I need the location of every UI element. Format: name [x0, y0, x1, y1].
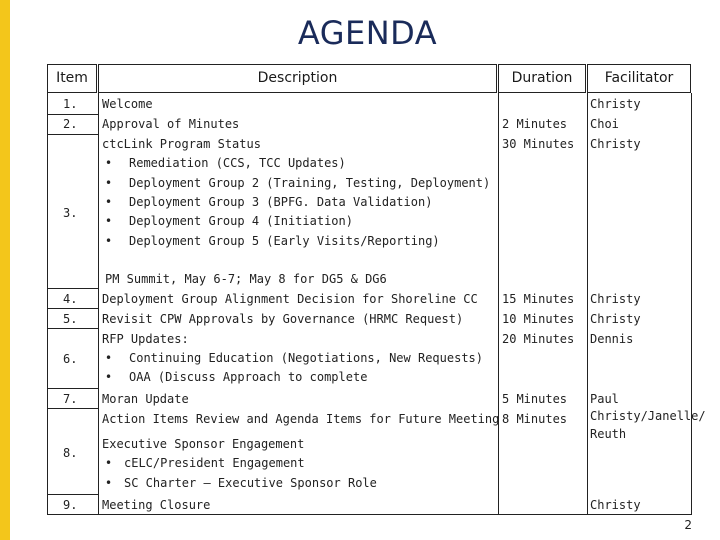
bullet-icon: •: [105, 234, 113, 248]
row-facilitator-9: Christy: [590, 498, 641, 512]
row-description-2: Approval of Minutes: [102, 117, 240, 131]
bullet-icon: •: [105, 476, 113, 490]
row-duration-2: 2 Minutes: [502, 117, 568, 131]
row-facilitator-4: Christy: [590, 292, 641, 306]
table-bottom-line: [47, 514, 692, 515]
row-facilitator-1: Christy: [590, 97, 641, 111]
row-facilitator-action-items: Christy/Janelle/: [590, 409, 706, 423]
row-separator: [47, 328, 98, 329]
row-facilitator-7: Paul: [590, 392, 619, 406]
bullet-icon: •: [105, 456, 113, 470]
row-separator: [47, 388, 98, 389]
bullet-icon: •: [105, 351, 113, 365]
row-separator: [47, 308, 98, 309]
row-item-3: 3.: [63, 206, 78, 220]
row-description-3: ctcLink Program Status: [102, 137, 261, 151]
row-item-1: 1.: [63, 97, 78, 111]
row-item-9: 9.: [63, 498, 78, 512]
table-divider: [691, 93, 692, 515]
bullet-icon: •: [105, 195, 113, 209]
header-duration: Duration: [498, 64, 586, 93]
accent-bar: [0, 0, 10, 540]
list-item: Continuing Education (Negotiations, New Requests): [129, 351, 484, 365]
row-duration-7: 5 Minutes: [502, 392, 568, 406]
header-item: Item: [47, 64, 97, 93]
row-item-7: 7.: [63, 392, 78, 406]
row-separator: [47, 134, 98, 135]
page-number: 2: [684, 518, 692, 532]
list-item: Deployment Group 3 (BPFG. Data Validation): [129, 195, 433, 209]
row-extra-3: PM Summit, May 6-7; May 8 for DG5 & DG6: [105, 272, 387, 286]
list-item: Deployment Group 2 (Training, Testing, Deployment): [129, 176, 491, 190]
row-separator: [47, 494, 98, 495]
row-item-6: 6.: [63, 352, 78, 366]
list-item: Remediation (CCS, TCC Updates): [129, 156, 346, 170]
bullet-icon: •: [105, 176, 113, 190]
bullet-icon: •: [105, 156, 113, 170]
row-facilitator-6: Dennis: [590, 332, 634, 346]
row-facilitator-3: Christy: [590, 137, 641, 151]
row-duration-4: 15 Minutes: [502, 292, 575, 306]
row-duration-3: 30 Minutes: [502, 137, 575, 151]
row-description-1: Welcome: [102, 97, 153, 111]
bullet-icon: •: [105, 214, 113, 228]
table-divider: [47, 93, 48, 515]
row-description-action-items: Action Items Review and Agenda Items for Future Meeting: [102, 412, 500, 426]
row-separator: [47, 408, 98, 409]
row-description-5: Revisit CPW Approvals by Governance (HRMC Request): [102, 312, 464, 326]
list-item: OAA (Discuss Approach to complete: [129, 370, 368, 384]
row-description-4: Deployment Group Alignment Decision for Shoreline CC: [102, 292, 478, 306]
row-facilitator-5: Christy: [590, 312, 641, 326]
table-divider: [587, 93, 588, 515]
bullet-icon: •: [105, 370, 113, 384]
header-description: Description: [98, 64, 497, 93]
row-duration-action-items: 8 Minutes: [502, 412, 568, 426]
list-item: Deployment Group 5 (Early Visits/Reporting): [129, 234, 440, 248]
row-duration-5: 10 Minutes: [502, 312, 575, 326]
row-item-2: 2.: [63, 117, 78, 131]
row-facilitator-2: Choi: [590, 117, 619, 131]
list-item: Deployment Group 4 (Initiation): [129, 214, 353, 228]
row-separator: [47, 114, 98, 115]
list-item: SC Charter – Executive Sponsor Role: [124, 476, 377, 490]
header-facilitator: Facilitator: [587, 64, 691, 93]
row-description-6: RFP Updates:: [102, 332, 189, 346]
row-description-9: Meeting Closure: [102, 498, 211, 512]
row-item-5: 5.: [63, 312, 78, 326]
row-facilitator-action-items-line2: Reuth: [590, 427, 627, 441]
row-item-4: 4.: [63, 292, 78, 306]
row-description-8: Executive Sponsor Engagement: [102, 437, 305, 451]
list-item: cELC/President Engagement: [124, 456, 305, 470]
row-item-8: 8.: [63, 446, 78, 460]
row-duration-6: 20 Minutes: [502, 332, 575, 346]
page-title: AGENDA: [297, 14, 438, 52]
row-description-7: Moran Update: [102, 392, 189, 406]
table-divider: [498, 93, 499, 515]
table-divider: [98, 93, 99, 515]
row-separator: [47, 288, 98, 289]
